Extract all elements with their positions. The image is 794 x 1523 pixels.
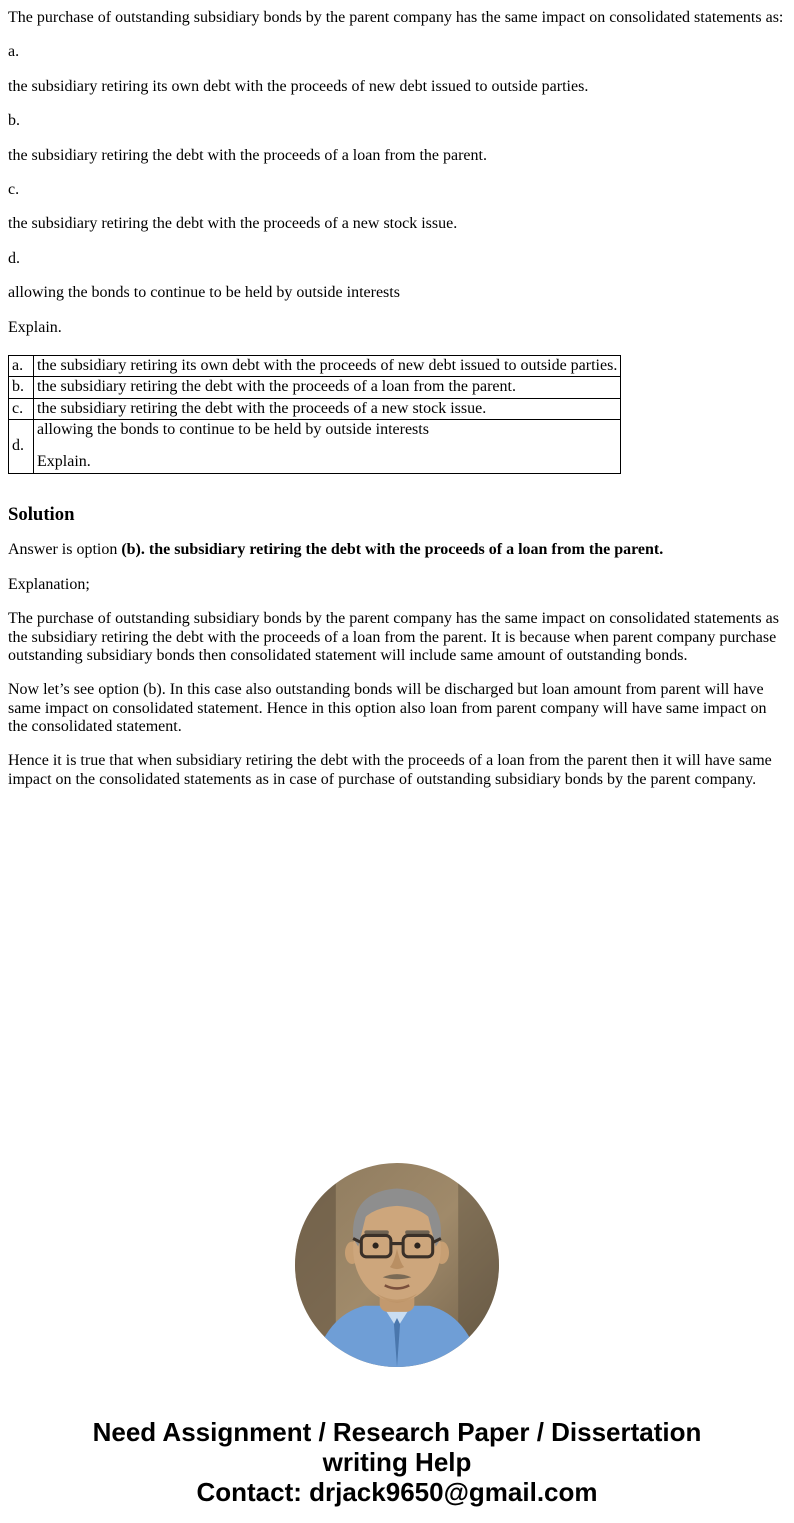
option-d-text: allowing the bonds to continue to be held by outside interests xyxy=(8,284,400,302)
option-a-text: the subsidiary retiring its own debt with the proceeds of new debt issued to outside parties. xyxy=(8,77,589,95)
explain-note: Explain. xyxy=(8,318,62,336)
table-row xyxy=(9,355,621,376)
explanation-paragraph-2: Now let’s see option (b). In this case also outstanding bonds will be discharged but loan amount from parent will have same impact on consolidated statement. Hence in this option also loan from parent company will have same impact on the consolidated statement. xyxy=(8,681,767,736)
answer-line xyxy=(8,541,786,559)
document xyxy=(8,8,786,1507)
table-row-label: b. xyxy=(9,377,34,398)
footer-line-1: Need Assignment / Research Paper / Dissertation xyxy=(92,1417,702,1448)
table-row-text-line2: Explain. xyxy=(37,453,91,471)
table-row-text xyxy=(34,420,621,474)
table-row xyxy=(9,420,621,474)
table-row-text-line1: allowing the bonds to continue to be held by outside interests xyxy=(37,421,429,439)
blank-space xyxy=(8,805,786,1163)
tutor-profile-photo xyxy=(295,1163,499,1367)
table-row xyxy=(9,377,621,398)
solution-heading: Solution xyxy=(8,503,75,525)
option-a-label: a. xyxy=(8,43,20,61)
option-c-label: c. xyxy=(8,180,20,198)
footer-line-2: writing Help xyxy=(322,1447,472,1478)
table-row-label: c. xyxy=(9,398,34,419)
table-row-text: the subsidiary retiring the debt with the proceeds of a loan from the parent. xyxy=(34,377,621,398)
explanation-label: Explanation; xyxy=(8,575,90,593)
table-row-label: d. xyxy=(9,420,34,474)
option-d-label: d. xyxy=(8,249,20,267)
answer-bold: (b). the subsidiary retiring the debt with the proceeds of a loan from the parent. xyxy=(121,541,664,559)
answer-prefix: Answer is option xyxy=(8,541,122,559)
option-b-label: b. xyxy=(8,112,20,130)
option-c-text: the subsidiary retiring the debt with the proceeds of a new stock issue. xyxy=(8,215,458,233)
option-b-text: the subsidiary retiring the debt with the proceeds of a loan from the parent. xyxy=(8,146,487,164)
table-row xyxy=(9,398,621,419)
question-intro: The purchase of outstanding subsidiary bonds by the parent company has the same impact on consolidated statements as: xyxy=(8,9,784,26)
explanation-paragraph-3: Hence it is true that when subsidiary retiring the debt with the proceeds of a loan from the parent then it will have same impact on the consolidated statements as in case of purchase of outstanding subsidiary bonds by the parent company. xyxy=(8,752,772,788)
table-row-text: the subsidiary retiring the debt with the proceeds of a new stock issue. xyxy=(34,398,621,419)
avatar-container xyxy=(8,1163,786,1367)
footer-contact-email: Contact: drjack9650@gmail.com xyxy=(196,1477,598,1508)
table-row-text: the subsidiary retiring its own debt with the proceeds of new debt issued to outside parties. xyxy=(34,355,621,376)
footer-heading xyxy=(8,1417,786,1507)
table-row-label: a. xyxy=(9,355,34,376)
explanation-paragraph-1: The purchase of outstanding subsidiary bonds by the parent company has the same impact on consolidated statements as the subsidiary retiring the debt with the proceeds of a loan from the parent. It is because when parent company purchase outstanding subsidiary bonds then consolidated statement will include same amount of outstanding bonds. xyxy=(8,610,779,664)
options-table xyxy=(8,355,621,474)
